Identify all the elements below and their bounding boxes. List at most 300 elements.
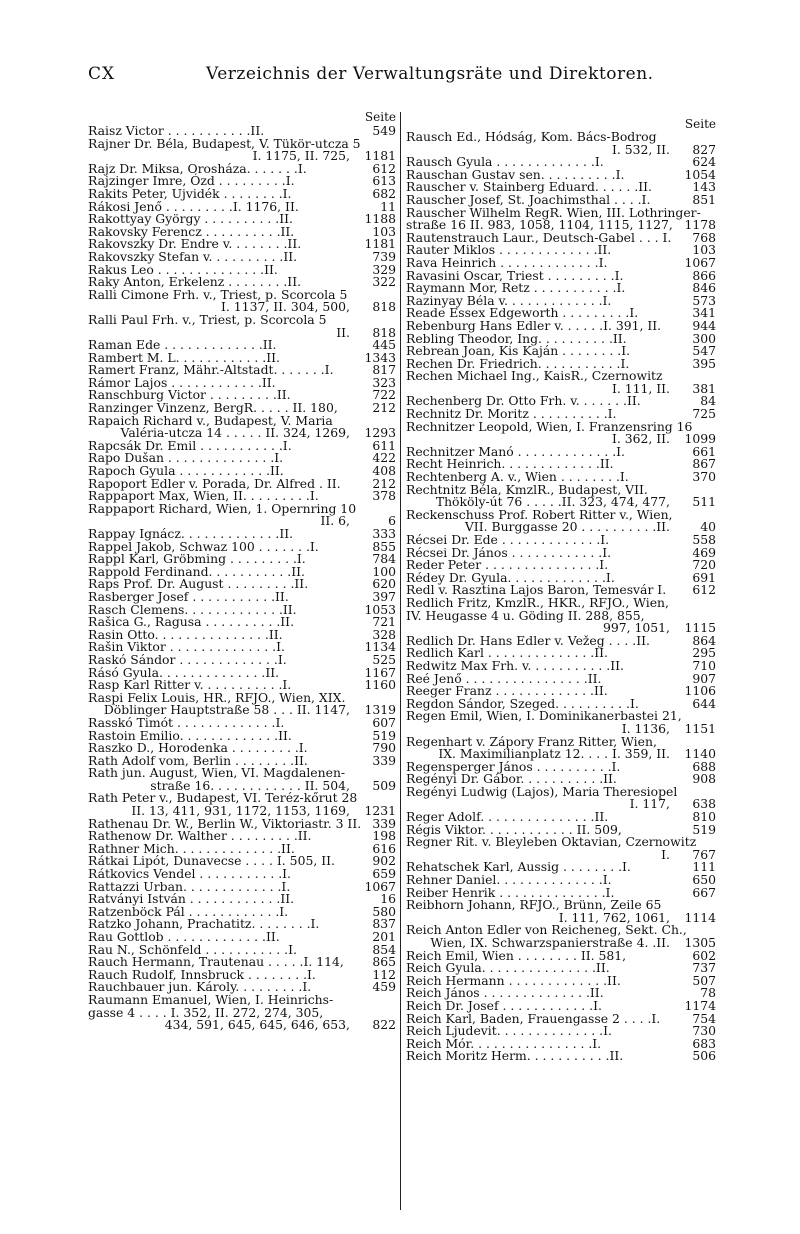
entry-name: Raisz Victor . . . . . . . . . . .II. (88, 123, 265, 138)
entry-name: Raymann Mor, Retz . . . . . . . . . . .I. (406, 280, 626, 296)
entry-page: 1231 (364, 803, 396, 819)
entry-name: Rajzinger Imre, Ózd . . . . . . . . .I. (88, 173, 295, 189)
entry-continuation: 997, 1051, (603, 620, 670, 636)
entry-page: 300 (692, 330, 716, 346)
entry-name: Rašica G., Ragusa . . . . . . . . . .II. (88, 614, 295, 630)
entry-page: 519 (692, 821, 716, 837)
entry-name: Rausch Gyula . . . . . . . . . . . . .I. (406, 154, 604, 170)
entry-name: Rauchbauer jun. Károly. . . . . . . . .I. (88, 979, 312, 995)
right-column (406, 109, 716, 1063)
entry-name: Ralli Paul Frh. v., Triest, p. Scorcola 5 (88, 311, 327, 327)
entry-page: 661 (692, 443, 716, 459)
page-header (88, 64, 728, 88)
entry-name: Reich Mór. . . . . . . . . . . . . . . .I. (406, 1035, 602, 1051)
entry-page: 607 (372, 714, 396, 730)
entry-page: 198 (372, 828, 396, 844)
index-entry (406, 481, 716, 510)
entry-page: 720 (692, 557, 716, 573)
entry-page: 339 (372, 815, 396, 831)
entry-page: 212 (372, 475, 396, 491)
entry-name: Reich János . . . . . . . . . . . . . .II. (406, 985, 604, 1001)
entry-name: Regdon Sándor, Szeged. . . . . . . . . .I. (406, 695, 639, 711)
entry-page: 295 (692, 645, 716, 661)
entry-name: Reger Adolf. . . . . . . . . . . . . . .II. (406, 809, 609, 825)
entry-name: Redl v. Rasztina Lajos Baron, Temesvár I. (406, 582, 667, 598)
entry-page: 329 (372, 261, 396, 277)
entry-name: Rautenstrauch Laur., Deutsch-Gabel . . . I. (406, 229, 672, 245)
entry-page: 907 (692, 670, 716, 686)
entry-name: Rakits Peter, Ujvidék . . . . . . . .I. (88, 185, 292, 201)
entry-continuation: II. (336, 324, 350, 340)
entry-name: Ravasini Oscar, Triest . . . . . . . . .I. (406, 267, 624, 283)
entry-name: Reder Peter . . . . . . . . . . . . . . .I. (406, 557, 609, 573)
entry-page: 333 (372, 526, 396, 541)
entry-name: Rattazzi Urban. . . . . . . . . . . . .I. (88, 878, 291, 894)
entry-page: 864 (692, 632, 716, 648)
entry-name: Redlich Fritz, KmzlR., HKR., RFJO., Wien, (406, 594, 669, 610)
entry-continuation: I. 117, (629, 796, 670, 812)
entry-page: 818 (372, 299, 396, 315)
entry-page: 1053 (364, 601, 396, 617)
entry-name: Rau N., Schönfeld . . . . . . . . . . .I. (88, 941, 297, 957)
entry-page: 547 (692, 343, 716, 359)
entry-name: Rappay Ignácz. . . . . . . . . . . . .II. (88, 526, 294, 541)
entry-name: Reich Moritz Herm. . . . . . . . . . .II. (406, 1048, 624, 1064)
entry-page: 1140 (684, 746, 716, 762)
entry-name: Redlich Karl . . . . . . . . . . . . . .II. (406, 645, 608, 661)
entry-page: 103 (692, 242, 716, 258)
entry-page: 768 (692, 229, 716, 245)
entry-name: Rauter Miklos . . . . . . . . . . . . .II. (406, 242, 612, 258)
entry-page: 688 (692, 758, 716, 774)
entry-page: 395 (692, 355, 716, 371)
entry-page: 408 (372, 463, 396, 479)
index-entry (406, 733, 716, 762)
index-entry (406, 594, 716, 636)
entry-continuation: straße 16 II. 983, 1058, 1104, 1115, 1127, (406, 217, 673, 233)
entry-name: Reich Dr. Josef . . . . . . . . . . . .I. (406, 997, 602, 1013)
entry-name: Rappaport Max, Wien, II. . . . . . . . .I. (88, 488, 319, 504)
left-column (88, 109, 396, 1032)
entry-continuation: 434, 591, 645, 645, 646, 653, (164, 1017, 350, 1033)
entry-page: 103 (372, 223, 396, 239)
entry-page: 822 (372, 1017, 396, 1033)
entry-page: 790 (372, 740, 396, 756)
entry-name: Rebenburg Hans Edler v. . . . . .I. 391, II. (406, 317, 662, 333)
entry-page: 866 (692, 267, 716, 283)
entry-name: Reich Ljudevit. . . . . . . . . . . . . .I. (406, 1023, 612, 1039)
entry-page: 908 (692, 771, 716, 787)
entry-name: Rakovszky Dr. Endre v. . . . . . . .II. (88, 236, 302, 252)
index-entry (406, 924, 716, 949)
entry-continuation: IV. Heugasse 4 u. Göding II. 288, 855, (406, 607, 645, 623)
entry-page: 944 (692, 317, 716, 333)
index-entry (406, 418, 716, 447)
entry-continuation: I. 1137, II. 304, 500, (221, 299, 350, 315)
entry-page: 78 (700, 985, 716, 1001)
entry-page: 1319 (364, 702, 396, 718)
entry-name: Rath Peter v., Budapest, VI. Teréz-kőrut 28 (88, 790, 358, 806)
entry-page: 100 (372, 563, 396, 579)
entry-page: 855 (372, 538, 396, 554)
entry-name: Rapoport Edler v. Porada, Dr. Alfred . II. (88, 475, 341, 491)
entry-name: Reibhorn Johann, RFJO., Brünn, Zeile 65 (406, 897, 662, 913)
entry-page: 613 (372, 173, 396, 189)
entry-page: 381 (692, 380, 716, 396)
entry-page: 612 (692, 582, 716, 598)
entry-page: 459 (372, 979, 396, 995)
entry-page: 112 (372, 966, 396, 982)
entry-name: Rauch Rudolf, Innsbruck . . . . . . . .I. (88, 966, 316, 982)
entry-continuation: II. 13, 411, 931, 1172, 1153, 1169, (131, 803, 350, 819)
entry-page: 725 (692, 406, 716, 422)
entry-name: Rasp Karl Ritter v. . . . . . . . . . .I. (88, 677, 292, 693)
entry-page: 212 (372, 400, 396, 416)
entry-name: Regenhart v. Zápory Franz Ritter, Wien, (406, 733, 657, 749)
entry-continuation: I. 1136, (621, 720, 670, 736)
entry-page: 1343 (364, 349, 396, 365)
entry-page: 818 (372, 324, 396, 340)
entry-name: Rakottyay György . . . . . . . . . .II. (88, 211, 293, 227)
entry-name: Rapo Dušan . . . . . . . . . . . . . .I. (88, 450, 284, 466)
index-entry (88, 311, 396, 340)
entry-page: 469 (692, 544, 716, 560)
entry-name: Rasberger Josef . . . . . . . . . . .II. (88, 588, 289, 604)
entry-page: 691 (692, 569, 716, 585)
entry-name: Rechen Michael Ing., KaisR., Czernowitz (406, 368, 663, 384)
entry-name: Rapaich Richard v., Budapest, V. Maria (88, 412, 333, 428)
entry-page: 506 (692, 1048, 716, 1064)
entry-name: Rebling Theodor, Ing. . . . . . . . . .II. (406, 330, 627, 346)
entry-page: 638 (692, 796, 716, 812)
entry-name: Reckenschuss Prof. Robert Ritter v., Wien, (406, 506, 673, 522)
entry-name: Redlich Dr. Hans Edler v. Vežeg . . . .II. (406, 632, 650, 648)
entry-page: 865 (372, 954, 396, 970)
entry-page: 827 (692, 141, 716, 157)
entry-page: 422 (372, 450, 396, 466)
entry-name: Rava Heinrich . . . . . . . . . . . . .I. (406, 254, 608, 270)
entry-page: 40 (700, 519, 716, 535)
page-number: CX (88, 64, 116, 84)
entry-name: Rambert M. L. . . . . . . . . . . .II. (88, 349, 280, 365)
index-entry (88, 767, 396, 792)
entry-page: 201 (372, 929, 396, 944)
entry-page: 683 (692, 1035, 716, 1051)
entry-continuation: Thököly-út 76 . . . . .II. 323, 474, 477, (435, 494, 670, 510)
entry-continuation: VII. Burggasse 20 . . . . . . . . . .II. (464, 519, 670, 535)
entry-name: Rakovsky Ferencz . . . . . . . . . .II. (88, 223, 295, 239)
entry-name: Rauscher Wilhelm RegR. Wien, III. Lothringer- (406, 204, 701, 220)
entry-page: 1054 (684, 166, 716, 182)
entry-name: Rechenberg Dr. Otto Frh. v. . . . . . .II. (406, 393, 641, 409)
entry-name: Rath Adolf vom, Berlin . . . . . . . .II. (88, 752, 308, 768)
entry-name: Rechnitz Dr. Moritz . . . . . . . . . .I. (406, 406, 617, 422)
entry-name: Rathner Mich. . . . . . . . . . . . . .II. (88, 840, 295, 856)
entry-page: 810 (692, 809, 716, 825)
entry-name: Regner Rit. v. Bleyleben Oktavian, Czernowitz (406, 834, 697, 850)
entry-page: 1151 (684, 720, 716, 736)
entry-continuation: I. 111, 762, 1061, (558, 909, 670, 925)
entry-page: 1114 (684, 909, 716, 925)
entry-name: Rathenow Dr. Walther . . . . . . . . .II. (88, 828, 312, 844)
index-entry (406, 783, 716, 812)
entry-name: Regensperger János . . . . . . . . . .I. (406, 758, 621, 774)
entry-page: 1167 (364, 664, 396, 680)
entry-name: Regényi Ludwig (Lajos), Maria Theresiopel (406, 783, 678, 799)
entry-name: Rátkai Lipót, Dunavecse . . . . I. 505, II. (88, 853, 335, 869)
index-entry (88, 412, 396, 441)
entry-page: 328 (372, 626, 396, 642)
entry-name: Reich Hermann . . . . . . . . . . . . .II. (406, 972, 621, 988)
entry-name: Raumann Emanuel, Wien, I. Heinrichs- (88, 991, 334, 1007)
entry-page: 659 (372, 866, 396, 882)
entry-name: Rajner Dr. Béla, Budapest, V. Tükör-utcza 5 (88, 135, 361, 151)
entry-name: Reé Jenő . . . . . . . . . . . . . . . .II. (406, 670, 602, 686)
entry-name: Rappaport Richard, Wien, 1. Opernring 10 (88, 500, 357, 516)
entry-page: 1067 (364, 878, 396, 894)
entry-name: Rappold Ferdinand. . . . . . . . . . .II. (88, 563, 305, 579)
entry-page: 737 (692, 960, 716, 976)
entry-name: Raszko D., Horodenka . . . . . . . . .I. (88, 740, 308, 756)
entry-page: 143 (692, 179, 716, 195)
entry-page: 511 (692, 494, 716, 510)
entry-page: 16 (380, 891, 396, 907)
entry-page: 378 (372, 488, 396, 504)
entry-page: 754 (692, 1010, 716, 1026)
entry-page: 322 (372, 274, 396, 290)
entry-continuation: I. (661, 846, 670, 862)
entry-name: Recht Heinrich. . . . . . . . . . . . .II. (406, 456, 614, 472)
entry-name: Reich Emil, Wien . . . . . . . . II. 581, (406, 947, 627, 963)
entry-page: 867 (692, 456, 716, 472)
entry-name: Rausch Ed., Hódság, Kom. Bács-Bodrog (406, 129, 657, 144)
entry-name: Récsei Dr. János . . . . . . . . . . . .I. (406, 544, 612, 560)
entry-name: Rauscher Josef, St. Joachimsthal . . . .I. (406, 191, 651, 207)
entry-name: Regényi Dr. Gábor. . . . . . . . . . .II. (406, 771, 617, 787)
entry-continuation: II. 6, (320, 513, 350, 529)
index-entry (406, 899, 716, 924)
entry-name: Rappl Karl, Gröbming . . . . . . . . .I. (88, 551, 306, 567)
entry-name: Reiber Henrik . . . . . . . . . . . . . .I. (406, 884, 615, 900)
entry-page: 339 (372, 752, 396, 768)
entry-name: Raskó Sándor . . . . . . . . . . . . .I. (88, 651, 287, 667)
entry-name: Rakovszky Stefan v. . . . . . . . . .II. (88, 248, 298, 264)
entry-continuation: straße 16. . . . . . . . . . . . II. 504, (150, 777, 350, 793)
entry-page: 1067 (684, 254, 716, 270)
entry-continuation: I. 111, II. (611, 380, 670, 396)
entry-name: Reeger Franz . . . . . . . . . . . . .II. (406, 683, 608, 699)
entry-page: 509 (372, 777, 396, 793)
entry-name: Rehatschek Karl, Aussig . . . . . . . .I. (406, 859, 631, 875)
entry-page: 1134 (364, 639, 396, 655)
entry-continuation: Döblinger Hauptstraße 58 . . . II. 1147, (103, 702, 350, 718)
entry-name: Rapcsák Dr. Emil . . . . . . . . . . .I. (88, 437, 292, 453)
entry-page: 837 (372, 916, 396, 932)
entry-name: Rasin Otto. . . . . . . . . . . . . . .II. (88, 626, 283, 642)
entry-page: 1174 (684, 997, 716, 1013)
index-entry (88, 135, 396, 164)
entry-name: Rechtenberg A. v., Wien . . . . . . . .I. (406, 469, 629, 485)
index-entry (88, 689, 396, 718)
entry-page: 721 (372, 614, 396, 630)
entry-page: 602 (692, 947, 716, 963)
entry-name: Ranschburg Victor . . . . . . . . .II. (88, 387, 291, 403)
entry-page: 397 (372, 588, 396, 604)
entry-page: 1188 (364, 211, 396, 227)
entry-page: 323 (372, 374, 396, 390)
entry-page: 558 (692, 532, 716, 547)
entry-name: Rauscher v. Stainberg Eduard. . . . . .II. (406, 179, 652, 195)
entry-name: Rasskó Timót . . . . . . . . . . . . .I. (88, 714, 285, 730)
entry-page: 667 (692, 884, 716, 900)
index-entry (406, 131, 716, 156)
index-entry (406, 1050, 716, 1063)
entry-page: 620 (372, 576, 396, 592)
entry-page: 1181 (364, 148, 396, 164)
entry-page: 722 (372, 387, 396, 403)
index-entry (88, 792, 396, 817)
entry-page: 1160 (364, 677, 396, 693)
entry-page: 710 (692, 657, 716, 673)
entry-page: 902 (372, 853, 396, 869)
left-entries (88, 125, 396, 1032)
entry-name: Rédey Dr. Gyula. . . . . . . . . . . . .I. (406, 569, 615, 585)
entry-name: Rechnitzer Leopold, Wien, I. Franzensring 16 (406, 418, 693, 434)
entry-name: Reich Anton Edler von Reicheneg, Sekt. Ch., (406, 922, 687, 938)
entry-page: 6 (388, 513, 396, 529)
entry-name: Ranzinger Vinzenz, BergR. . . . . II. 180, (88, 400, 338, 416)
entry-page: 851 (692, 191, 716, 207)
index-entry (406, 204, 716, 233)
entry-page: 846 (692, 280, 716, 296)
entry-name: Rathenau Dr. W., Berlin W., Viktoriastr. 3 II. (88, 815, 362, 831)
index-entry (88, 286, 396, 315)
entry-page: 1106 (684, 683, 716, 699)
entry-page: 644 (692, 695, 716, 711)
entry-page: 730 (692, 1023, 716, 1039)
page-title: Verzeichnis der Verwaltungsräte und Direktoren. (206, 64, 654, 84)
entry-continuation: IX. Maximilianplatz 12. . . . I. 359, II. (438, 746, 670, 762)
entry-page: 1115 (684, 620, 716, 636)
entry-name: Rau Gottlob . . . . . . . . . . . . .II. (88, 929, 280, 944)
entry-continuation: Valéria-utcza 14 . . . . . II. 324, 1269, (120, 425, 350, 441)
entry-name: Reade Essex Edgeworth . . . . . . . . .I. (406, 305, 639, 321)
index-entry (406, 710, 716, 735)
entry-name: Rákosi Jenő . . . . . . . . .I. 1176, II. (88, 198, 299, 214)
entry-page: 519 (372, 727, 396, 743)
entry-page: 84 (700, 393, 716, 409)
index-entry (406, 506, 716, 535)
entry-page: 682 (372, 185, 396, 201)
entry-name: Rasch Clemens. . . . . . . . . . . . .II. (88, 601, 297, 617)
entry-name: Régis Viktor. . . . . . . . . . . . II. 509, (406, 821, 622, 837)
entry-continuation: Wien, IX. Schwarzspanierstraße 4. .II. (430, 935, 670, 950)
entry-name: Rámor Lajos . . . . . . . . . . . .II. (88, 374, 276, 390)
entry-name: Rechtnitz Béla, KmzlR., Budapest, VII. (406, 481, 648, 497)
column-divider (400, 112, 401, 1210)
entry-continuation: I. 532, II. (611, 141, 670, 157)
index-entry (406, 836, 716, 861)
entry-name: Raky Anton, Erkelenz . . . . . . . .II. (88, 274, 302, 290)
entry-name: Redwitz Max Frh. v. . . . . . . . . . .II. (406, 657, 624, 673)
entry-name: Récsei Dr. Ede . . . . . . . . . . . . .I. (406, 532, 610, 547)
entry-page: 854 (372, 941, 396, 957)
right-entries (406, 131, 716, 1063)
entry-page: 739 (372, 248, 396, 264)
entry-page: 341 (692, 305, 716, 321)
entry-page: 549 (372, 123, 396, 138)
entry-name: Rapoch Gyula . . . . . . . . . . . .II. (88, 463, 284, 479)
entry-name: Ralli Cimone Frh. v., Triest, p. Scorcola 5 (88, 286, 348, 302)
entry-page: 624 (692, 154, 716, 170)
entry-name: Rátkovics Vendel . . . . . . . . . . .I. (88, 866, 291, 882)
entry-continuation: gasse 4 . . . . I. 352, II. 272, 274, 305, (88, 1004, 324, 1020)
entry-name: Reich Gyula. . . . . . . . . . . . . . .II. (406, 960, 610, 976)
entry-name: Rechen Dr. Friedrich. . . . . . . . . . .I. (406, 355, 630, 371)
entry-continuation: I. 1175, II. 725, (252, 148, 350, 164)
entry-page: 525 (372, 651, 396, 667)
entry-continuation: I. 362, II. (611, 431, 670, 447)
entry-name: Raman Ede . . . . . . . . . . . . .II. (88, 337, 277, 353)
entry-name: Rath jun. August, Wien, VI. Magdalenen- (88, 765, 346, 781)
entry-name: Rašin Viktor . . . . . . . . . . . . . .I. (88, 639, 285, 655)
index-entry (88, 991, 396, 1033)
entry-page: 1293 (364, 425, 396, 441)
entry-name: Rastoin Emilio. . . . . . . . . . . . .II. (88, 727, 292, 743)
entry-name: Rajz Dr. Miksa, Orosháza. . . . . . .I. (88, 160, 307, 176)
page-column-label: Seite (684, 117, 716, 131)
entry-name: Reich Karl, Baden, Frauengasse 2 . . . .I. (406, 1010, 661, 1026)
entry-page: 612 (372, 160, 396, 176)
entry-page: 445 (372, 337, 396, 353)
entry-page: 1305 (684, 935, 716, 950)
entry-page: 817 (372, 362, 396, 378)
entry-page: 111 (692, 859, 716, 875)
entry-page: 580 (372, 903, 396, 919)
entry-name: Rakus Leo . . . . . . . . . . . . . .II. (88, 261, 278, 277)
entry-page: 370 (692, 469, 716, 485)
entry-page: 1181 (364, 236, 396, 252)
entry-page: 650 (692, 872, 716, 888)
entry-page: 573 (692, 292, 716, 308)
index-entry (406, 370, 716, 395)
entry-page: 1178 (684, 217, 716, 233)
entry-page: 616 (372, 840, 396, 856)
entry-name: Raps Prof. Dr. August . . . . . . . . .II. (88, 576, 309, 592)
entry-page: 784 (372, 551, 396, 567)
entry-page: 507 (692, 972, 716, 988)
entry-name: Rappel Jakob, Schwaz 100 . . . . . . .I. (88, 538, 319, 554)
entry-name: Rechnitzer Manó . . . . . . . . . . . . .I. (406, 443, 625, 459)
entry-page: 11 (380, 198, 396, 214)
entry-name: Rauschan Gustav sen. . . . . . . . . .I. (406, 166, 625, 182)
entry-name: Ratványi István . . . . . . . . . . . .II. (88, 891, 295, 907)
entry-name: Rebrean Joan, Kis Kaján . . . . . . . .I. (406, 343, 631, 359)
entry-page: 1099 (684, 431, 716, 447)
entry-name: Regen Emil, Wien, I. Dominikanerbastei 21, (406, 708, 682, 724)
entry-name: Rehner Daniel. . . . . . . . . . . . . .I. (406, 872, 612, 888)
entry-name: Ratzko Johann, Prachatitz. . . . . . . .I. (88, 916, 320, 932)
entry-page: 767 (692, 846, 716, 862)
entry-name: Ramert Franz, Mähr.-Altstadt. . . . . . .I. (88, 362, 334, 378)
entry-name: Raspi Felix Louis, HR., RFJO., Wien, XIX. (88, 689, 346, 705)
index-entry (88, 500, 396, 529)
entry-name: Rásó Gyula. . . . . . . . . . . . . .II. (88, 664, 280, 680)
entry-name: Rauch Hermann, Trautenau . . . . .I. 114, (88, 954, 344, 970)
entry-name: Ratzenböck Pál . . . . . . . . . . . .I. (88, 903, 289, 919)
entry-name: Razinyay Béla v. . . . . . . . . . . . .I. (406, 292, 612, 308)
page-column-label: Seite (364, 110, 396, 124)
